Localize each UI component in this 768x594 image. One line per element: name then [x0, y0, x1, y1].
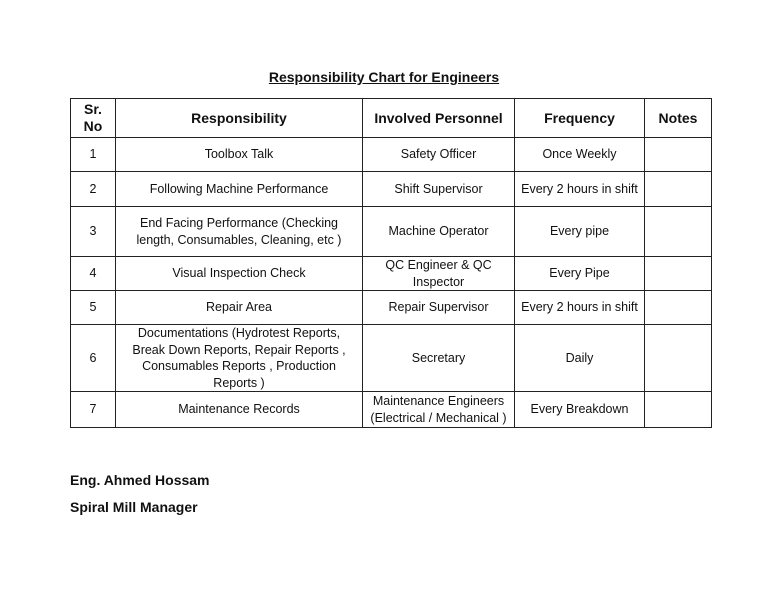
table-row [71, 172, 712, 207]
cell-personnel: Repair Supervisor [363, 291, 515, 325]
cell-frequency: Every pipe [515, 207, 645, 257]
cell-frequency: Every 2 hours in shift [515, 291, 645, 325]
cell-notes [645, 207, 712, 257]
cell-frequency: Every 2 hours in shift [515, 172, 645, 207]
cell-responsibility: End Facing Performance (Checking length, Consumables, Cleaning, etc ) [116, 207, 363, 257]
cell-personnel: QC Engineer & QC Inspector [363, 257, 515, 291]
cell-sr: 4 [71, 257, 116, 291]
cell-frequency: Daily [515, 325, 645, 392]
cell-sr: 1 [71, 138, 116, 172]
cell-sr: 7 [71, 392, 116, 428]
cell-notes [645, 138, 712, 172]
document-title: Responsibility Chart for Engineers [268, 69, 500, 85]
table-row [71, 325, 712, 392]
table-row [71, 392, 712, 428]
cell-responsibility: Toolbox Talk [116, 138, 363, 172]
signature-name: Eng. Ahmed Hossam [70, 472, 210, 488]
header-sr-no: Sr. No [71, 99, 116, 138]
cell-responsibility: Repair Area [116, 291, 363, 325]
cell-notes [645, 291, 712, 325]
cell-personnel: Secretary [363, 325, 515, 392]
cell-notes [645, 172, 712, 207]
signature-role: Spiral Mill Manager [70, 499, 198, 515]
cell-sr: 5 [71, 291, 116, 325]
cell-personnel: Safety Officer [363, 138, 515, 172]
responsibility-table [70, 98, 712, 428]
table-row [71, 257, 712, 291]
header-notes: Notes [645, 99, 712, 138]
header-responsibility: Responsibility [116, 99, 363, 138]
cell-notes [645, 392, 712, 428]
cell-sr: 3 [71, 207, 116, 257]
cell-responsibility: Following Machine Performance [116, 172, 363, 207]
cell-responsibility: Maintenance Records [116, 392, 363, 428]
cell-notes [645, 325, 712, 392]
cell-notes [645, 257, 712, 291]
cell-personnel: Shift Supervisor [363, 172, 515, 207]
cell-frequency: Every Pipe [515, 257, 645, 291]
cell-personnel: Machine Operator [363, 207, 515, 257]
table-row [71, 138, 712, 172]
cell-frequency: Once Weekly [515, 138, 645, 172]
cell-sr: 2 [71, 172, 116, 207]
header-involved-personnel: Involved Personnel [363, 99, 515, 138]
table-row [71, 291, 712, 325]
cell-personnel: Maintenance Engineers (Electrical / Mechanical ) [363, 392, 515, 428]
cell-frequency: Every Breakdown [515, 392, 645, 428]
cell-sr: 6 [71, 325, 116, 392]
table-row [71, 207, 712, 257]
cell-responsibility: Visual Inspection Check [116, 257, 363, 291]
header-frequency: Frequency [515, 99, 645, 138]
table-header-row [71, 99, 712, 138]
cell-responsibility: Documentations (Hydrotest Reports, Break Down Reports, Repair Reports , Consumables Reports , Production Reports ) [116, 325, 363, 392]
